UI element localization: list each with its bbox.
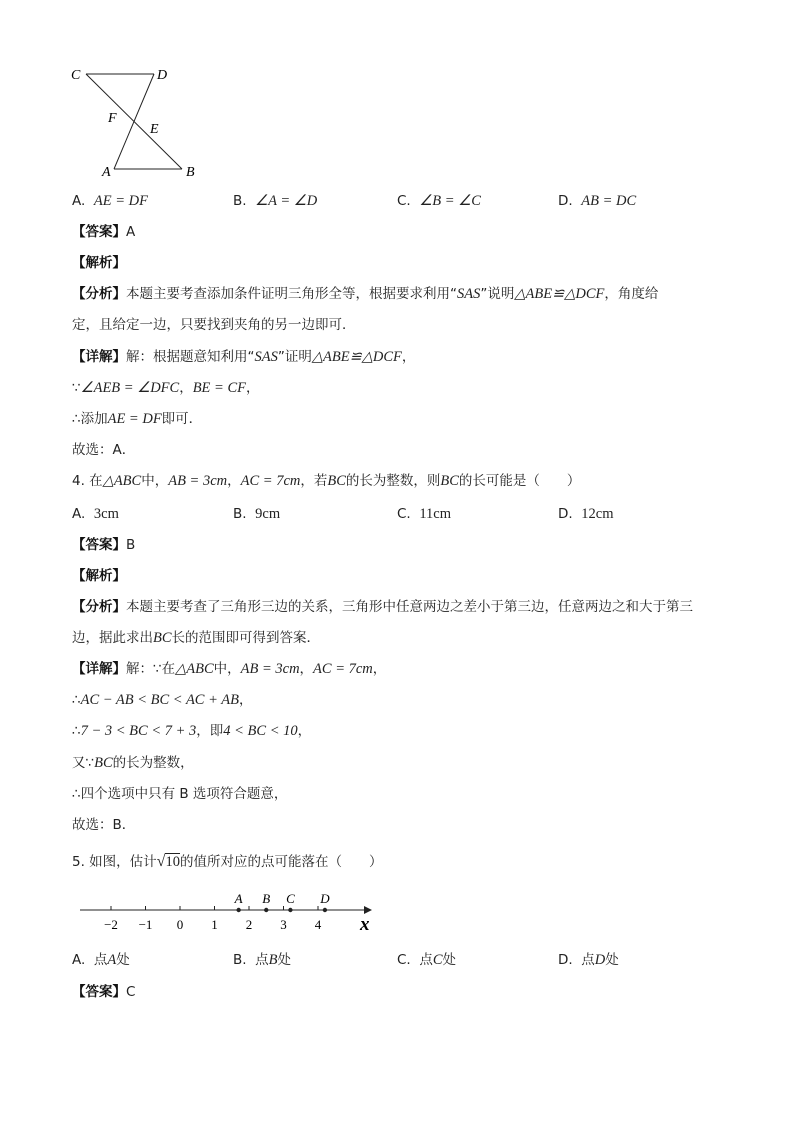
q3-option-b[interactable]: [233, 192, 317, 210]
axis-tick-label: −1: [138, 917, 153, 932]
option-point: D: [594, 952, 606, 968]
q4-ineq-line2: [72, 722, 311, 740]
text: ，: [401, 349, 416, 365]
answer-tag: 【答案】: [72, 984, 126, 1000]
text: ∵: [72, 380, 81, 396]
option-letter: A.: [72, 193, 86, 209]
q4-choose: [72, 816, 135, 834]
math: BC: [94, 755, 113, 771]
axis-tick-label: −2: [104, 917, 118, 932]
q3-therefore-line: [72, 410, 202, 428]
option-letter: D.: [558, 193, 573, 209]
option-text: 点: [255, 952, 269, 968]
axis-tick-label: 2: [245, 917, 253, 932]
text: ，: [297, 723, 312, 739]
text: 故选：B．: [72, 817, 136, 833]
answer-value: C: [126, 984, 136, 1000]
text: ，: [238, 692, 253, 708]
axis-xlabel: x: [360, 914, 370, 935]
q5-answer: [72, 983, 135, 1001]
q4-answer: [72, 536, 135, 554]
q3-answer: [72, 223, 135, 241]
text: ∴添加: [72, 411, 108, 427]
q4-stem: [72, 472, 580, 490]
text: ，即: [196, 723, 224, 739]
answer-tag: 【答案】: [72, 224, 126, 240]
option-expr: ∠B = ∠C: [419, 193, 481, 209]
q3-fenxi-line1: [72, 285, 658, 303]
q4-option-b[interactable]: [233, 505, 280, 523]
option-expr: AE = DF: [93, 193, 148, 209]
math: AB = 3cm: [168, 473, 228, 489]
math: AB = 3cm: [240, 661, 300, 677]
math: AC − AB < BC < AC + AB: [80, 692, 239, 708]
point-a: [236, 908, 240, 912]
fenxi-tag: 【分析】: [72, 286, 126, 302]
option-text: 点: [93, 952, 108, 968]
q3-detail-line1: [72, 348, 415, 366]
math: AC = 7cm: [240, 473, 301, 489]
text: 本题主要考查添加条件证明三角形全等，根据要求利用“: [126, 286, 457, 302]
text: 4. 在: [72, 473, 103, 489]
text: ∴四个选项中只有 B 选项符合题意，: [72, 786, 288, 802]
option-letter: D.: [558, 506, 573, 522]
q4-option-c[interactable]: [397, 505, 451, 523]
analysis-tag: 【解析】: [72, 568, 126, 584]
math: ∠AEB = ∠DFC: [80, 380, 180, 396]
segment-da: [114, 74, 154, 169]
q4-analysis-heading: [72, 567, 126, 585]
math: AE = DF: [107, 411, 162, 427]
q4-fenxi-line1: [72, 598, 693, 616]
option-suffix: 处: [442, 952, 456, 968]
text: 中，: [141, 473, 169, 489]
q3-analysis-heading: [72, 254, 126, 272]
option-value: 11cm: [419, 506, 451, 522]
text: 5. 如图，估计: [72, 854, 157, 870]
text: 定，且给定一边，只要找到夹角的另一边即可．: [72, 317, 356, 333]
math: △ABE≌△DCF: [311, 349, 402, 365]
option-letter: C.: [397, 193, 411, 209]
point-label-a: A: [234, 891, 243, 906]
q4-detail-line1: [72, 660, 386, 678]
answer-value: A: [126, 224, 136, 240]
axis-tick-label: 1: [211, 917, 218, 932]
axis-tick-label: 0: [176, 917, 184, 932]
option-value: 9cm: [255, 506, 281, 522]
text: ，: [372, 661, 387, 677]
point-b: [264, 908, 268, 912]
axis-tick-label: 3: [280, 917, 287, 932]
q3-option-d[interactable]: [558, 192, 636, 210]
answer-value: B: [126, 537, 136, 553]
detail-tag: 【详解】: [72, 349, 126, 365]
fenxi-tag: 【分析】: [72, 599, 126, 615]
text: ，角度给: [604, 286, 659, 302]
option-suffix: 处: [116, 952, 130, 968]
q4-only-line: [72, 785, 287, 803]
triangle-figure: [66, 60, 206, 185]
q4-ineq-line1: [72, 691, 252, 709]
point-c: [288, 908, 292, 912]
text: 长的范围即可得到答案．: [171, 630, 321, 646]
q3-fenxi-line2: [72, 316, 356, 334]
analysis-tag: 【解析】: [72, 255, 126, 271]
math: AC = 7cm: [313, 661, 373, 677]
text: ∴: [72, 723, 81, 739]
text: ，: [227, 473, 241, 489]
option-value: 3cm: [93, 506, 119, 522]
option-letter: B.: [233, 506, 247, 522]
option-letter: A.: [72, 506, 86, 522]
q3-option-a[interactable]: [72, 192, 148, 210]
text: 本题主要考查了三角形三边的关系，三角形中任意两边之差小于第三边，任意两边之和大于第三: [126, 599, 693, 615]
text: 解：根据题意知利用“: [126, 349, 255, 365]
text: 即可．: [161, 411, 203, 427]
text: 的长为整数，: [112, 755, 194, 771]
option-point: A: [107, 952, 117, 968]
q5-option-d[interactable]: [558, 951, 619, 969]
q3-because-line: [72, 379, 259, 397]
axis-arrow: [364, 906, 372, 914]
q3-option-c[interactable]: [397, 192, 481, 210]
q5-stem: [72, 853, 382, 871]
option-expr: ∠A = ∠D: [255, 193, 318, 209]
label-d: D: [157, 68, 168, 83]
math: BC: [440, 473, 459, 489]
math: △ABC: [175, 661, 214, 677]
text: 解：∵在: [126, 661, 176, 677]
math: SAS: [254, 349, 278, 365]
math: SAS: [457, 286, 481, 302]
option-letter: C.: [397, 506, 411, 522]
point-d: [323, 908, 327, 912]
text: ∴: [72, 692, 81, 708]
option-value: 12cm: [581, 506, 614, 522]
answer-tag: 【答案】: [72, 537, 126, 553]
text: ，: [299, 661, 314, 677]
text: ，若: [300, 473, 328, 489]
label-e: E: [150, 122, 159, 137]
option-letter: C.: [397, 952, 411, 968]
point-label-d: D: [320, 891, 330, 906]
text: 的长可能是（ ）: [458, 473, 581, 489]
point-label-c: C: [286, 891, 295, 906]
label-a: A: [102, 165, 111, 180]
text: 边，据此求出: [72, 630, 153, 646]
label-b: B: [186, 165, 195, 180]
option-text: 点: [419, 952, 433, 968]
text: 的值所对应的点可能落在（ ）: [179, 854, 383, 870]
q5-option-b[interactable]: [233, 951, 291, 969]
option-suffix: 处: [605, 952, 619, 968]
q4-option-a[interactable]: [72, 505, 119, 523]
label-f: F: [108, 111, 117, 126]
q3-choose: [72, 441, 135, 459]
math: BE = CF: [192, 380, 246, 396]
q5-option-a[interactable]: [72, 951, 130, 969]
math: 4 < BC < 10: [223, 723, 298, 739]
option-expr: AB = DC: [581, 193, 637, 209]
q4-also-line: [72, 754, 194, 772]
math: △ABC: [102, 473, 142, 489]
option-letter: B.: [233, 952, 247, 968]
q4-option-d[interactable]: [558, 505, 614, 523]
math: BC: [327, 473, 346, 489]
label-c: C: [71, 68, 81, 83]
text: 故选：A．: [72, 442, 136, 458]
text: 中，: [213, 661, 241, 677]
text: 的长为整数，则: [345, 473, 441, 489]
option-letter: B.: [233, 193, 247, 209]
point-label-b: B: [262, 891, 271, 906]
text: 又∵: [72, 755, 95, 771]
option-point: C: [432, 952, 443, 968]
axis-tick-label: 4: [314, 917, 322, 932]
text: ，: [245, 380, 260, 396]
text: ”说明: [480, 286, 515, 302]
option-point: B: [268, 952, 278, 968]
text: ”证明: [277, 349, 312, 365]
option-text: 点: [581, 952, 595, 968]
sqrt-sign: √: [156, 853, 166, 870]
detail-tag: 【详解】: [72, 661, 126, 677]
math: 7 − 3 < BC < 7 + 3: [80, 723, 197, 739]
q4-fenxi-line2: [72, 629, 320, 647]
math: △ABE≌△DCF: [514, 286, 605, 302]
option-letter: A.: [72, 952, 86, 968]
option-letter: D.: [558, 952, 573, 968]
q5-option-c[interactable]: [397, 951, 456, 969]
text: ，: [179, 380, 193, 396]
number-line: [72, 888, 382, 938]
sqrt-radicand: 10: [165, 854, 180, 870]
math: BC: [153, 630, 172, 646]
option-suffix: 处: [277, 952, 292, 968]
